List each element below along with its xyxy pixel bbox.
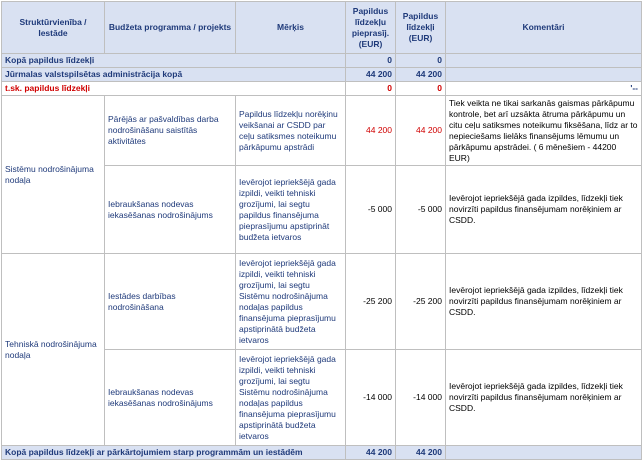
structural-unit-cell: Sistēmu nodrošinājuma nodaļa — [2, 96, 105, 254]
comment-cell: Tiek veikta ne tikai sarkanās gaismas pārkāpumu kontrole, bet arī uzsākta ātruma pārkāpumu un citu ceļu satiksmes noteikumu fiksēšana, līdz ar to nepieciešams lielāks finansējums lēmumu un pārkāpumu apstrādei. ( 6 mēnešiem - 44200 EUR) — [446, 96, 642, 166]
budget-table — [1, 1, 642, 460]
comment-cell: Ievērojot iepriekšējā gada izpildes, līdzekļi tiek novirzīti papildus finansējumam norēķiniem ar CSDD. — [446, 254, 642, 350]
summary-total-row — [2, 54, 642, 68]
table-row — [2, 254, 642, 350]
funds-cell: -14 000 — [396, 350, 446, 446]
requested-cell: -5 000 — [346, 166, 396, 254]
summary-total-requested: 0 — [346, 54, 396, 68]
goal-cell: Papildus līdzekļu norēķinu veikšanai ar CSDD par ceļu satiksmes noteikumu pārkāpumu apstrādi — [236, 96, 346, 166]
goal-cell: Ievērojot iepriekšējā gada izpildi, veikti tehniski grozījumi, lai segtu Sistēmu nodrošinājuma nodaļas papildus finansējuma pieprasījumu apstiprinātā budžeta ietvaros — [236, 254, 346, 350]
comment-cell: Ievērojot iepriekšējā gada izpildes, līdzekļi tiek novirzīti papildus finansējumam norēķiniem ar CSDD. — [446, 166, 642, 254]
funds-cell: -5 000 — [396, 166, 446, 254]
funds-cell: 44 200 — [396, 96, 446, 166]
summary-total-funds: 0 — [396, 54, 446, 68]
footer-total-label: Kopā papildus līdzekļi ar pārkārtojumiem starp programmām un iestādēm — [2, 446, 346, 460]
tsk-row-requested: 0 — [346, 82, 396, 96]
header-goal: Mērķis — [236, 2, 346, 54]
summary-total-label: Kopā papildus līdzekļi — [2, 54, 346, 68]
funds-cell: -25 200 — [396, 254, 446, 350]
admin-row-requested: 44 200 — [346, 68, 396, 82]
tsk-row-label: t.sk. papildus līdzekļi — [2, 82, 346, 96]
tsk-row — [2, 82, 642, 96]
admin-row — [2, 68, 642, 82]
goal-cell: Ievērojot iepriekšējā gada izpildi, veikti tehniski grozījumi, lai segtu papildus finansējuma pieprasījumu apstiprināt budžeta ietvaros — [236, 166, 346, 254]
requested-cell: -14 000 — [346, 350, 396, 446]
header-program: Budžeta programma / projekts — [105, 2, 236, 54]
admin-row-label: Jūrmalas valstspilsētas administrācija kopā — [2, 68, 346, 82]
program-cell: Iestādes darbības nodrošināšana — [105, 254, 236, 350]
header-comments: Komentāri — [446, 2, 642, 54]
footer-total-comment — [446, 446, 642, 460]
tsk-row-funds: 0 — [396, 82, 446, 96]
summary-total-comment — [446, 54, 642, 68]
admin-row-funds: 44 200 — [396, 68, 446, 82]
requested-cell: 44 200 — [346, 96, 396, 166]
header-requested: Papildus līdzekļu pieprasīj. (EUR) — [346, 2, 396, 54]
program-cell: Iebraukšanas nodevas iekasēšanas nodrošinājums — [105, 166, 236, 254]
goal-cell: Ievērojot iepriekšējā gada izpildi, veikti tehniski grozījumi, lai segtu Sistēmu nodrošinājuma nodaļas papildus finansējuma pieprasījumu apstiprinātā budžeta ietvaros — [236, 350, 346, 446]
requested-cell: -25 200 — [346, 254, 396, 350]
table-row — [2, 96, 642, 166]
footer-total-requested: 44 200 — [346, 446, 396, 460]
admin-row-comment — [446, 68, 642, 82]
structural-unit-cell: Tehniskā nodrošinājuma nodaļa — [2, 254, 105, 446]
footer-total-row — [2, 446, 642, 460]
comment-cell: Ievērojot iepriekšējā gada izpildes, līdzekļi tiek novirzīti papildus finansējumam norēķiniem ar CSDD. — [446, 350, 642, 446]
footer-total-funds: 44 200 — [396, 446, 446, 460]
program-cell: Pārējās ar pašvaldības darba nodrošināšanu saistītās aktivitātes — [105, 96, 236, 166]
program-cell: Iebraukšanas nodevas iekasēšanas nodrošinājums — [105, 350, 236, 446]
tsk-row-marker: '-- — [446, 82, 642, 96]
header-structural-unit: Struktūrvienība / Iestāde — [2, 2, 105, 54]
header-funds: Papildus līdzekļi (EUR) — [396, 2, 446, 54]
header-row — [2, 2, 642, 54]
